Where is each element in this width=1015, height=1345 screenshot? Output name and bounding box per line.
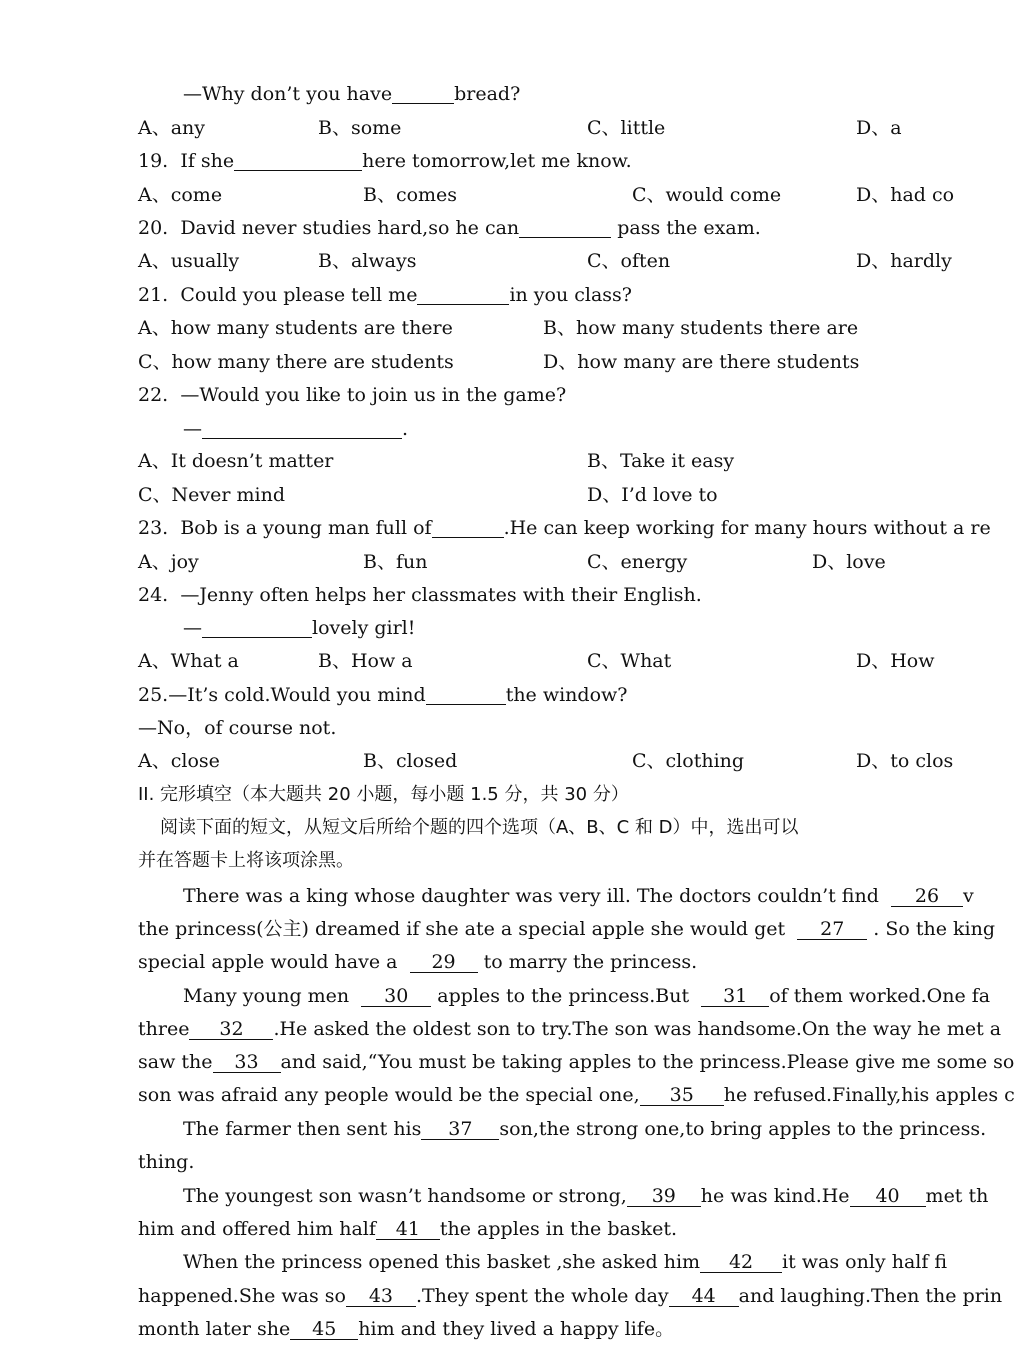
q24-option-d: D、How (856, 650, 935, 672)
q24-option-c: C、What (587, 650, 672, 672)
blank-39: 39 (627, 1186, 701, 1207)
q22-option-b: B、Take it easy (587, 450, 735, 472)
q18-option-b: B、some (318, 117, 402, 139)
blank-32: 32 (189, 1019, 273, 1040)
q25-option-b: B、closed (363, 750, 458, 772)
passage-line-9: thing. (138, 1151, 195, 1173)
passage-text: son was afraid any people would be the special one, (138, 1084, 640, 1106)
q24-number: 24. (138, 584, 169, 606)
q24-stem (138, 583, 702, 607)
passage-text: and said,“You must be taking apples to the princess.Please give me some so (280, 1051, 1015, 1073)
q23-stem-text-a: Bob is a young man full of (180, 517, 432, 539)
q25-reply: —No，of course not. (138, 717, 337, 739)
q18-option-c: C、little (587, 117, 666, 139)
q22-option-d: D、I’d love to (587, 484, 718, 506)
q22-reply-dash: — (183, 418, 202, 440)
section2-instruction-2: 并在答题卡上将该项涂黑。 (138, 850, 354, 871)
q20-option-b: B、always (318, 250, 417, 272)
q21-option-b: B、how many students there are (543, 317, 859, 339)
blank-44: 44 (669, 1286, 739, 1307)
passage-line-7 (138, 1083, 1015, 1107)
q22-number: 22. (138, 384, 169, 406)
passage-text: saw the (138, 1051, 213, 1073)
passage-line-2 (138, 917, 995, 941)
passage-text: . So the king (873, 918, 996, 940)
q24-stem-text: —Jenny often helps her classmates with their English. (180, 584, 702, 606)
q22-option-c: C、Never mind (138, 484, 285, 506)
passage-text: When the princess opened this basket ,she asked him (183, 1251, 701, 1273)
blank-43: 43 (346, 1286, 416, 1307)
passage-text: The farmer then sent his (183, 1118, 422, 1140)
passage-line-3 (138, 950, 697, 974)
passage-text: it was only half fi (782, 1251, 948, 1273)
blank-30: 30 (361, 986, 431, 1007)
passage-text: met th (925, 1185, 989, 1207)
q18-stem (183, 82, 520, 106)
passage-line-12 (183, 1250, 947, 1274)
passage-text: apples to the princess.But (437, 985, 690, 1007)
blank-33: 33 (213, 1052, 281, 1073)
q18-option-d: D、a (856, 117, 902, 139)
passage-text: of them worked.One fa (769, 985, 991, 1007)
passage-text: The youngest son wasn’t handsome or strong, (183, 1185, 627, 1207)
q25-option-c: C、clothing (632, 750, 745, 772)
q21-stem (138, 283, 632, 307)
q23-option-b: B、fun (363, 551, 428, 573)
passage-text: happened.She was so (138, 1285, 346, 1307)
q24-option-b: B、How a (318, 650, 413, 672)
q21-number: 21. (138, 284, 169, 306)
q22-stem-text: —Would you like to join us in the game? (180, 384, 567, 406)
passage-text: There was a king whose daughter was very ill. The doctors couldn’t find (183, 885, 879, 907)
blank-40: 40 (850, 1186, 926, 1207)
q20-stem (138, 216, 761, 240)
passage-line-1 (183, 884, 974, 908)
q19-stem-text-b: here tomorrow,let me know. (362, 150, 632, 172)
q23-number: 23. (138, 517, 169, 539)
q22-blank (202, 418, 402, 439)
q18-blank (392, 83, 454, 104)
passage-text: the princess(公主) dreamed if she ate a special apple she would get (138, 918, 786, 940)
passage-text: .They spent the whole day (415, 1285, 669, 1307)
q21-option-d: D、how many are there students (543, 351, 860, 373)
blank-45: 45 (290, 1319, 358, 1340)
passage-text: he refused.Finally,his apples c (723, 1084, 1015, 1106)
q19-blank (234, 150, 362, 171)
q19-option-d: D、had co (856, 184, 955, 206)
q25-blank (426, 684, 506, 705)
q18-stem-text-b: bread? (454, 83, 521, 105)
q20-option-c: C、often (587, 250, 671, 272)
q24-reply-end: lovely girl! (312, 617, 416, 639)
passage-text: three (138, 1018, 190, 1040)
passage-text: .He asked the oldest son to try.The son was handsome.On the way he met a (273, 1018, 1002, 1040)
q24-reply (183, 616, 415, 640)
q24-option-a: A、What a (138, 650, 239, 672)
q25-option-a: A、close (138, 750, 220, 772)
q19-option-c: C、would come (632, 184, 782, 206)
q19-stem (138, 149, 632, 173)
blank-31: 31 (701, 986, 769, 1007)
q20-stem-text-a: David never studies hard,so he can (180, 217, 520, 239)
passage-line-14 (138, 1317, 674, 1341)
passage-line-8 (183, 1117, 986, 1141)
q23-option-c: C、energy (587, 551, 688, 573)
section2-heading: II. 完形填空（本大题共 20 小题，每小题 1.5 分，共 30 分） (138, 784, 629, 805)
blank-42: 42 (700, 1252, 782, 1273)
q19-number: 19. (138, 150, 169, 172)
passage-line-11 (138, 1217, 677, 1241)
passage-text: the apples in the basket. (439, 1218, 677, 1240)
passage-line-6 (138, 1050, 1014, 1074)
q19-option-a: A、come (138, 184, 223, 206)
q25-stem-text-b: the window? (505, 684, 628, 706)
q24-blank (202, 617, 312, 638)
q20-blank (519, 217, 611, 238)
q23-stem-text-b: .He can keep working for many hours without a re (503, 517, 991, 539)
section2-instruction-1: 阅读下面的短文，从短文后所给个题的四个选项（A、B、C 和 D）中，选出可以 (160, 817, 799, 838)
q18-stem-text-a: —Why don’t you have (183, 83, 393, 105)
passage-text: month later she (138, 1318, 291, 1340)
q22-reply-end: . (402, 418, 409, 440)
q25-stem-text-a: 25.—It’s cold.Would you mind (138, 684, 426, 706)
q21-stem-text-a: Could you please tell me (180, 284, 418, 306)
q19-stem-text-a: If she (180, 150, 235, 172)
blank-26: 26 (891, 886, 963, 907)
passage-text: son,the strong one,to bring apples to the princess. (499, 1118, 987, 1140)
passage-text: to marry the princess. (483, 951, 698, 973)
q21-option-a: A、how many students are there (138, 317, 453, 339)
q23-option-a: A、joy (138, 551, 199, 573)
passage-text: he was kind.He (700, 1185, 850, 1207)
q22-reply (183, 417, 408, 441)
blank-29: 29 (410, 952, 478, 973)
q20-stem-text-b: pass the exam. (617, 217, 761, 239)
passage-line-13 (138, 1284, 1002, 1308)
q23-blank (432, 517, 504, 538)
blank-35: 35 (640, 1085, 724, 1106)
q20-option-a: A、usually (138, 250, 240, 272)
q20-option-d: D、hardly (856, 250, 952, 272)
q24-reply-dash: — (183, 617, 202, 639)
q19-option-b: B、comes (363, 184, 458, 206)
q25-option-d: D、to clos (856, 750, 954, 772)
q25-stem (138, 683, 627, 707)
passage-line-5 (138, 1017, 1001, 1041)
q22-option-a: A、It doesn’t matter (138, 450, 334, 472)
passage-text: Many young men (183, 985, 350, 1007)
q23-stem (138, 516, 991, 540)
q18-option-a: A、any (138, 117, 206, 139)
q23-option-d: D、love (812, 551, 886, 573)
q20-number: 20. (138, 217, 169, 239)
passage-text: and laughing.Then the prin (738, 1285, 1003, 1307)
passage-line-4 (183, 984, 990, 1008)
passage-text: him and they lived a happy life。 (358, 1318, 675, 1340)
q21-option-c: C、how many there are students (138, 351, 454, 373)
q21-stem-text-b: in you class? (509, 284, 632, 306)
blank-37: 37 (421, 1119, 499, 1140)
q21-blank (417, 284, 509, 305)
passage-text: v (962, 885, 974, 907)
passage-text: him and offered him half (138, 1218, 376, 1240)
blank-27: 27 (797, 919, 867, 940)
q22-stem (138, 383, 566, 407)
passage-text: special apple would have a (138, 951, 398, 973)
passage-line-10 (183, 1184, 988, 1208)
blank-41: 41 (376, 1219, 440, 1240)
